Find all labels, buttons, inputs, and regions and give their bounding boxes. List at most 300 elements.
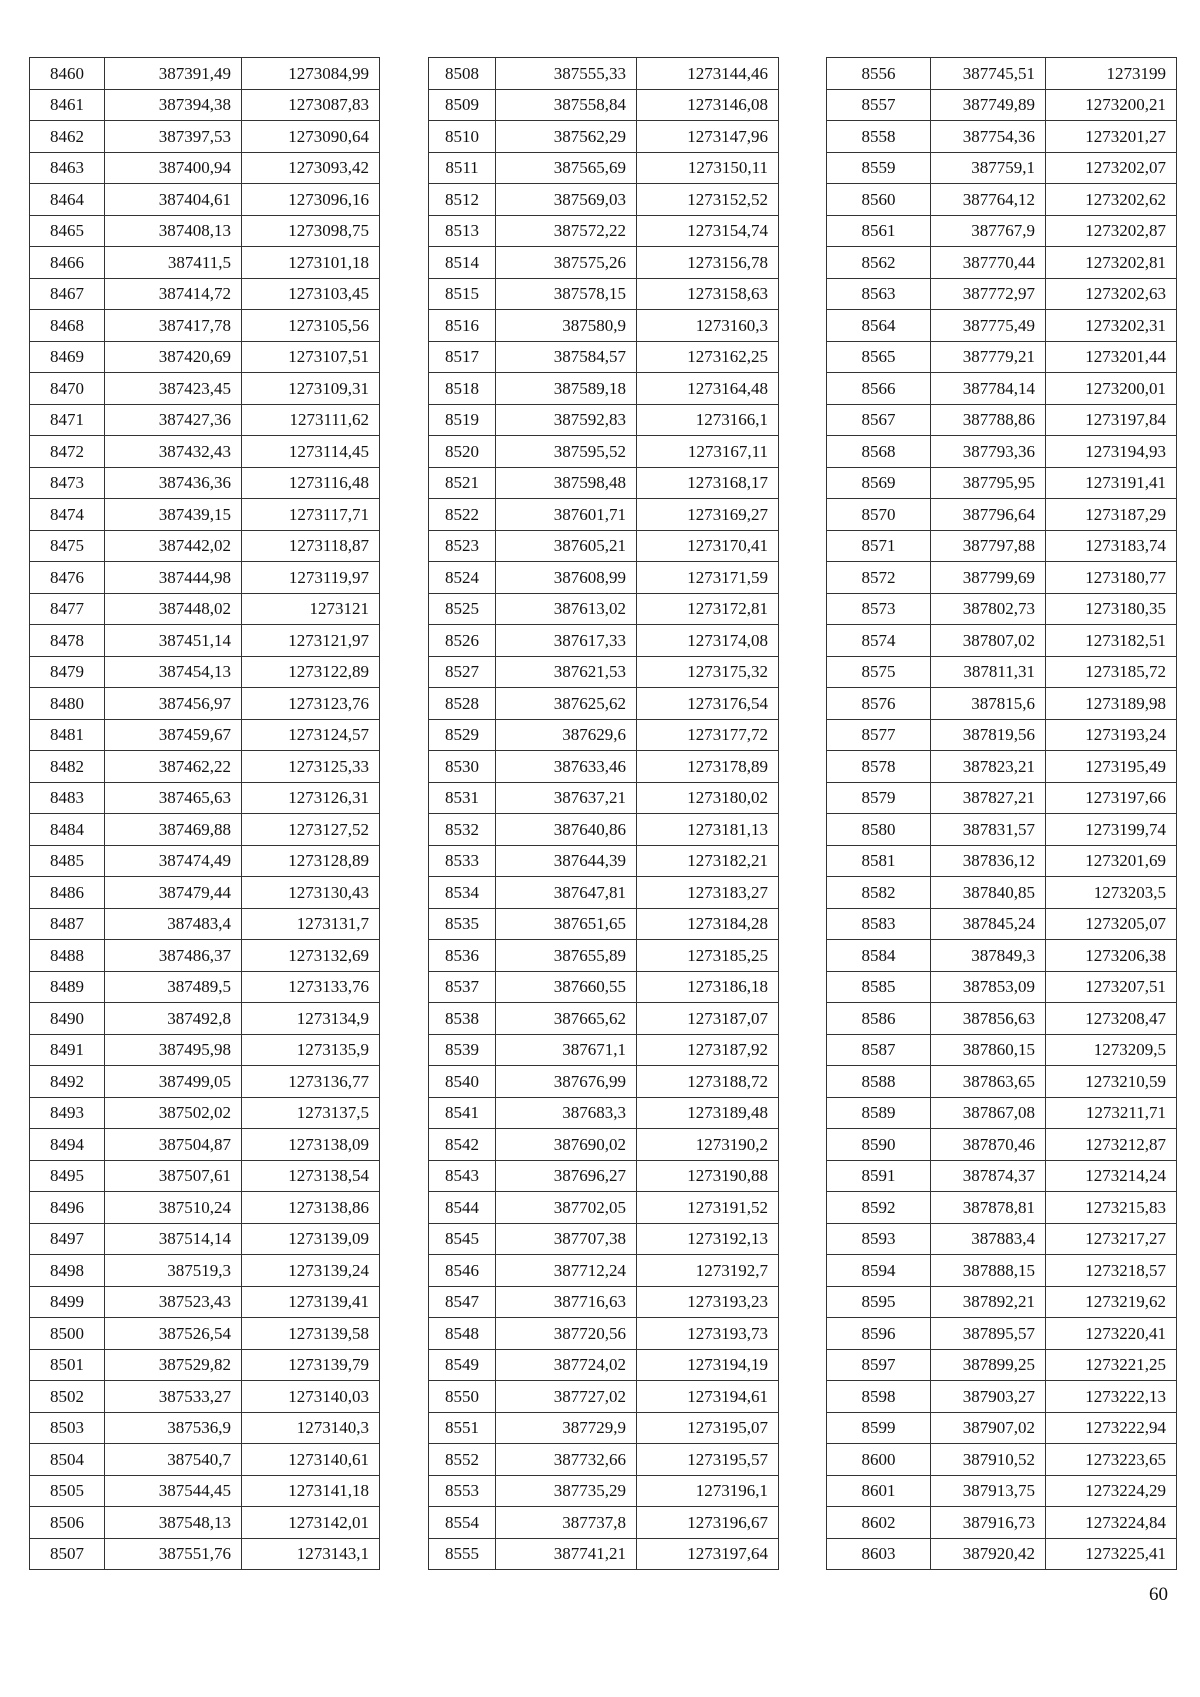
table-row [827,1003,1177,1035]
point-number-cell: 8472 [30,436,105,468]
table-row [30,562,380,594]
y-coordinate-cell: 1273144,46 [637,58,779,90]
x-coordinate-cell: 387727,02 [496,1381,637,1413]
table-row [827,1381,1177,1413]
y-coordinate-cell: 1273143,1 [242,1538,380,1570]
table-row [30,215,380,247]
y-coordinate-cell: 1273197,84 [1046,404,1177,436]
table-row [827,341,1177,373]
point-number-cell: 8583 [827,908,931,940]
table-row [827,1412,1177,1444]
table-row [429,1160,779,1192]
table-row [827,593,1177,625]
point-number-cell: 8488 [30,940,105,972]
table-row [30,656,380,688]
x-coordinate-cell: 387544,45 [105,1475,242,1507]
table-row [30,1066,380,1098]
y-coordinate-cell: 1273183,74 [1046,530,1177,562]
point-number-cell: 8570 [827,499,931,531]
y-coordinate-cell: 1273139,58 [242,1318,380,1350]
x-coordinate-cell: 387432,43 [105,436,242,468]
y-coordinate-cell: 1273189,98 [1046,688,1177,720]
table-row [30,814,380,846]
x-coordinate-cell: 387732,66 [496,1444,637,1476]
x-coordinate-cell: 387741,21 [496,1538,637,1570]
y-coordinate-cell: 1273192,13 [637,1223,779,1255]
point-number-cell: 8516 [429,310,496,342]
table-row [429,971,779,1003]
x-coordinate-cell: 387514,14 [105,1223,242,1255]
table-row [30,436,380,468]
y-coordinate-cell: 1273206,38 [1046,940,1177,972]
x-coordinate-cell: 387724,02 [496,1349,637,1381]
table-row [827,278,1177,310]
point-number-cell: 8538 [429,1003,496,1035]
x-coordinate-cell: 387592,83 [496,404,637,436]
x-coordinate-cell: 387533,27 [105,1381,242,1413]
x-coordinate-cell: 387784,14 [931,373,1046,405]
table-row [30,908,380,940]
y-coordinate-cell: 1273156,78 [637,247,779,279]
point-number-cell: 8514 [429,247,496,279]
y-coordinate-cell: 1273123,76 [242,688,380,720]
y-coordinate-cell: 1273202,87 [1046,215,1177,247]
table-row [429,467,779,499]
point-number-cell: 8576 [827,688,931,720]
x-coordinate-cell: 387883,4 [931,1223,1046,1255]
x-coordinate-cell: 387899,25 [931,1349,1046,1381]
x-coordinate-cell: 387414,72 [105,278,242,310]
table-row [827,121,1177,153]
table-row [30,1160,380,1192]
point-number-cell: 8541 [429,1097,496,1129]
table-row [429,1129,779,1161]
point-number-cell: 8565 [827,341,931,373]
point-number-cell: 8487 [30,908,105,940]
point-number-cell: 8568 [827,436,931,468]
y-coordinate-cell: 1273127,52 [242,814,380,846]
x-coordinate-cell: 387558,84 [496,89,637,121]
point-number-cell: 8492 [30,1066,105,1098]
y-coordinate-cell: 1273199 [1046,58,1177,90]
table-row [30,782,380,814]
table-row [827,940,1177,972]
table-row [429,1475,779,1507]
x-coordinate-cell: 387575,26 [496,247,637,279]
table-row [827,1192,1177,1224]
point-number-cell: 8549 [429,1349,496,1381]
y-coordinate-cell: 1273190,2 [637,1129,779,1161]
y-coordinate-cell: 1273187,92 [637,1034,779,1066]
table-row [827,1318,1177,1350]
x-coordinate-cell: 387707,38 [496,1223,637,1255]
table-row [30,310,380,342]
y-coordinate-cell: 1273222,13 [1046,1381,1177,1413]
x-coordinate-cell: 387394,38 [105,89,242,121]
y-coordinate-cell: 1273220,41 [1046,1318,1177,1350]
point-number-cell: 8524 [429,562,496,594]
table-row [429,688,779,720]
x-coordinate-cell: 387737,8 [496,1507,637,1539]
table-row [827,625,1177,657]
point-number-cell: 8585 [827,971,931,1003]
point-number-cell: 8465 [30,215,105,247]
x-coordinate-cell: 387411,5 [105,247,242,279]
x-coordinate-cell: 387633,46 [496,751,637,783]
y-coordinate-cell: 1273195,49 [1046,751,1177,783]
y-coordinate-cell: 1273195,07 [637,1412,779,1444]
y-coordinate-cell: 1273200,21 [1046,89,1177,121]
table-row [429,1318,779,1350]
x-coordinate-cell: 387595,52 [496,436,637,468]
point-number-cell: 8546 [429,1255,496,1287]
point-number-cell: 8530 [429,751,496,783]
y-coordinate-cell: 1273225,41 [1046,1538,1177,1570]
table-row [827,1160,1177,1192]
x-coordinate-cell: 387504,87 [105,1129,242,1161]
x-coordinate-cell: 387903,27 [931,1381,1046,1413]
point-number-cell: 8520 [429,436,496,468]
y-coordinate-cell: 1273201,27 [1046,121,1177,153]
y-coordinate-cell: 1273184,28 [637,908,779,940]
table-row [827,751,1177,783]
y-coordinate-cell: 1273192,7 [637,1255,779,1287]
y-coordinate-cell: 1273140,3 [242,1412,380,1444]
table-row [827,1034,1177,1066]
y-coordinate-cell: 1273221,25 [1046,1349,1177,1381]
y-coordinate-cell: 1273222,94 [1046,1412,1177,1444]
y-coordinate-cell: 1273205,07 [1046,908,1177,940]
point-number-cell: 8504 [30,1444,105,1476]
y-coordinate-cell: 1273137,5 [242,1097,380,1129]
y-coordinate-cell: 1273117,71 [242,499,380,531]
point-number-cell: 8479 [30,656,105,688]
y-coordinate-cell: 1273084,99 [242,58,380,90]
y-coordinate-cell: 1273121,97 [242,625,380,657]
point-number-cell: 8532 [429,814,496,846]
x-coordinate-cell: 387489,5 [105,971,242,1003]
x-coordinate-cell: 387892,21 [931,1286,1046,1318]
y-coordinate-cell: 1273207,51 [1046,971,1177,1003]
table-row [30,404,380,436]
y-coordinate-cell: 1273135,9 [242,1034,380,1066]
table-row [429,247,779,279]
table-row [827,845,1177,877]
table-body [827,58,1177,1570]
table-row [827,782,1177,814]
point-number-cell: 8562 [827,247,931,279]
table-row [30,1507,380,1539]
y-coordinate-cell: 1273125,33 [242,751,380,783]
x-coordinate-cell: 387391,49 [105,58,242,90]
table-row [429,719,779,751]
point-number-cell: 8462 [30,121,105,153]
x-coordinate-cell: 387469,88 [105,814,242,846]
point-number-cell: 8534 [429,877,496,909]
x-coordinate-cell: 387605,21 [496,530,637,562]
table-row [30,1003,380,1035]
y-coordinate-cell: 1273130,43 [242,877,380,909]
table-row [429,1349,779,1381]
x-coordinate-cell: 387815,6 [931,688,1046,720]
table-row [827,688,1177,720]
y-coordinate-cell: 1273160,3 [637,310,779,342]
y-coordinate-cell: 1273189,48 [637,1097,779,1129]
point-number-cell: 8480 [30,688,105,720]
y-coordinate-cell: 1273093,42 [242,152,380,184]
point-number-cell: 8596 [827,1318,931,1350]
x-coordinate-cell: 387754,36 [931,121,1046,153]
y-coordinate-cell: 1273202,31 [1046,310,1177,342]
x-coordinate-cell: 387598,48 [496,467,637,499]
point-number-cell: 8591 [827,1160,931,1192]
y-coordinate-cell: 1273172,81 [637,593,779,625]
table-row [429,908,779,940]
point-number-cell: 8547 [429,1286,496,1318]
x-coordinate-cell: 387647,81 [496,877,637,909]
point-number-cell: 8586 [827,1003,931,1035]
x-coordinate-cell: 387526,54 [105,1318,242,1350]
x-coordinate-cell: 387459,67 [105,719,242,751]
point-number-cell: 8598 [827,1381,931,1413]
table-row [827,184,1177,216]
y-coordinate-cell: 1273098,75 [242,215,380,247]
y-coordinate-cell: 1273140,03 [242,1381,380,1413]
point-number-cell: 8493 [30,1097,105,1129]
point-number-cell: 8521 [429,467,496,499]
table-row [30,152,380,184]
y-coordinate-cell: 1273202,07 [1046,152,1177,184]
y-coordinate-cell: 1273111,62 [242,404,380,436]
y-coordinate-cell: 1273174,08 [637,625,779,657]
y-coordinate-cell: 1273109,31 [242,373,380,405]
table-row [429,814,779,846]
y-coordinate-cell: 1273212,87 [1046,1129,1177,1161]
table-row [30,1097,380,1129]
x-coordinate-cell: 387764,12 [931,184,1046,216]
x-coordinate-cell: 387608,99 [496,562,637,594]
point-number-cell: 8545 [429,1223,496,1255]
table-row [827,152,1177,184]
y-coordinate-cell: 1273141,18 [242,1475,380,1507]
coordinate-table-3 [826,57,1177,1570]
x-coordinate-cell: 387823,21 [931,751,1046,783]
x-coordinate-cell: 387651,65 [496,908,637,940]
y-coordinate-cell: 1273124,57 [242,719,380,751]
point-number-cell: 8588 [827,1066,931,1098]
x-coordinate-cell: 387888,15 [931,1255,1046,1287]
table-row [429,1412,779,1444]
table-row [30,499,380,531]
x-coordinate-cell: 387913,75 [931,1475,1046,1507]
y-coordinate-cell: 1273188,72 [637,1066,779,1098]
point-number-cell: 8556 [827,58,931,90]
x-coordinate-cell: 387770,44 [931,247,1046,279]
y-coordinate-cell: 1273194,19 [637,1349,779,1381]
x-coordinate-cell: 387788,86 [931,404,1046,436]
table-row [30,1223,380,1255]
table-row [429,58,779,90]
point-number-cell: 8578 [827,751,931,783]
x-coordinate-cell: 387772,97 [931,278,1046,310]
x-coordinate-cell: 387569,03 [496,184,637,216]
table-row [827,467,1177,499]
x-coordinate-cell: 387499,05 [105,1066,242,1098]
point-number-cell: 8582 [827,877,931,909]
table-row [827,908,1177,940]
x-coordinate-cell: 387507,61 [105,1160,242,1192]
point-number-cell: 8554 [429,1507,496,1539]
point-number-cell: 8557 [827,89,931,121]
point-number-cell: 8496 [30,1192,105,1224]
y-coordinate-cell: 1273122,89 [242,656,380,688]
y-coordinate-cell: 1273134,9 [242,1003,380,1035]
point-number-cell: 8501 [30,1349,105,1381]
table-row [827,499,1177,531]
table-row [429,278,779,310]
point-number-cell: 8601 [827,1475,931,1507]
y-coordinate-cell: 1273223,65 [1046,1444,1177,1476]
point-number-cell: 8526 [429,625,496,657]
x-coordinate-cell: 387907,02 [931,1412,1046,1444]
x-coordinate-cell: 387572,22 [496,215,637,247]
x-coordinate-cell: 387427,36 [105,404,242,436]
table-row [429,1066,779,1098]
y-coordinate-cell: 1273105,56 [242,310,380,342]
point-number-cell: 8469 [30,341,105,373]
table-row [827,215,1177,247]
point-number-cell: 8543 [429,1160,496,1192]
y-coordinate-cell: 1273187,29 [1046,499,1177,531]
point-number-cell: 8580 [827,814,931,846]
table-row [827,814,1177,846]
table-row [30,688,380,720]
table-row [429,1286,779,1318]
x-coordinate-cell: 387400,94 [105,152,242,184]
point-number-cell: 8489 [30,971,105,1003]
y-coordinate-cell: 1273187,07 [637,1003,779,1035]
x-coordinate-cell: 387849,3 [931,940,1046,972]
x-coordinate-cell: 387562,29 [496,121,637,153]
point-number-cell: 8540 [429,1066,496,1098]
y-coordinate-cell: 1273219,62 [1046,1286,1177,1318]
point-number-cell: 8563 [827,278,931,310]
point-number-cell: 8548 [429,1318,496,1350]
point-number-cell: 8502 [30,1381,105,1413]
point-number-cell: 8564 [827,310,931,342]
point-number-cell: 8506 [30,1507,105,1539]
y-coordinate-cell: 1273138,54 [242,1160,380,1192]
table-body [30,58,380,1570]
x-coordinate-cell: 387716,63 [496,1286,637,1318]
point-number-cell: 8579 [827,782,931,814]
x-coordinate-cell: 387442,02 [105,530,242,562]
y-coordinate-cell: 1273203,5 [1046,877,1177,909]
point-number-cell: 8510 [429,121,496,153]
table-row [827,404,1177,436]
table-row [30,1318,380,1350]
point-number-cell: 8507 [30,1538,105,1570]
table-row [827,1129,1177,1161]
x-coordinate-cell: 387529,82 [105,1349,242,1381]
table-row [429,152,779,184]
point-number-cell: 8473 [30,467,105,499]
y-coordinate-cell: 1273150,11 [637,152,779,184]
point-number-cell: 8461 [30,89,105,121]
table-row [429,656,779,688]
point-number-cell: 8478 [30,625,105,657]
point-number-cell: 8471 [30,404,105,436]
y-coordinate-cell: 1273164,48 [637,373,779,405]
y-coordinate-cell: 1273126,31 [242,782,380,814]
y-coordinate-cell: 1273190,88 [637,1160,779,1192]
table-row [429,1223,779,1255]
point-number-cell: 8577 [827,719,931,751]
y-coordinate-cell: 1273202,81 [1046,247,1177,279]
y-coordinate-cell: 1273170,41 [637,530,779,562]
point-number-cell: 8529 [429,719,496,751]
x-coordinate-cell: 387640,86 [496,814,637,846]
table-row [827,436,1177,468]
x-coordinate-cell: 387819,56 [931,719,1046,751]
x-coordinate-cell: 387617,33 [496,625,637,657]
x-coordinate-cell: 387474,49 [105,845,242,877]
x-coordinate-cell: 387895,57 [931,1318,1046,1350]
table-row [30,89,380,121]
x-coordinate-cell: 387540,7 [105,1444,242,1476]
table-row [429,1192,779,1224]
y-coordinate-cell: 1273180,35 [1046,593,1177,625]
point-number-cell: 8494 [30,1129,105,1161]
page-number: 60 [1149,1584,1168,1605]
y-coordinate-cell: 1273199,74 [1046,814,1177,846]
x-coordinate-cell: 387690,02 [496,1129,637,1161]
point-number-cell: 8531 [429,782,496,814]
point-number-cell: 8561 [827,215,931,247]
y-coordinate-cell: 1273158,63 [637,278,779,310]
y-coordinate-cell: 1273087,83 [242,89,380,121]
x-coordinate-cell: 387589,18 [496,373,637,405]
point-number-cell: 8515 [429,278,496,310]
table-row [30,1475,380,1507]
point-number-cell: 8542 [429,1129,496,1161]
y-coordinate-cell: 1273217,27 [1046,1223,1177,1255]
x-coordinate-cell: 387856,63 [931,1003,1046,1035]
y-coordinate-cell: 1273191,52 [637,1192,779,1224]
y-coordinate-cell: 1273090,64 [242,121,380,153]
point-number-cell: 8467 [30,278,105,310]
x-coordinate-cell: 387779,21 [931,341,1046,373]
point-number-cell: 8500 [30,1318,105,1350]
table-row [429,1003,779,1035]
y-coordinate-cell: 1273197,66 [1046,782,1177,814]
y-coordinate-cell: 1273107,51 [242,341,380,373]
table-row [429,877,779,909]
table-row [30,58,380,90]
x-coordinate-cell: 387397,53 [105,121,242,153]
table-row [827,1097,1177,1129]
table-row [30,940,380,972]
point-number-cell: 8574 [827,625,931,657]
y-coordinate-cell: 1273152,52 [637,184,779,216]
table-row [30,1129,380,1161]
x-coordinate-cell: 387551,76 [105,1538,242,1570]
table-row [429,436,779,468]
table-row [30,625,380,657]
point-number-cell: 8584 [827,940,931,972]
point-number-cell: 8555 [429,1538,496,1570]
y-coordinate-cell: 1273224,84 [1046,1507,1177,1539]
